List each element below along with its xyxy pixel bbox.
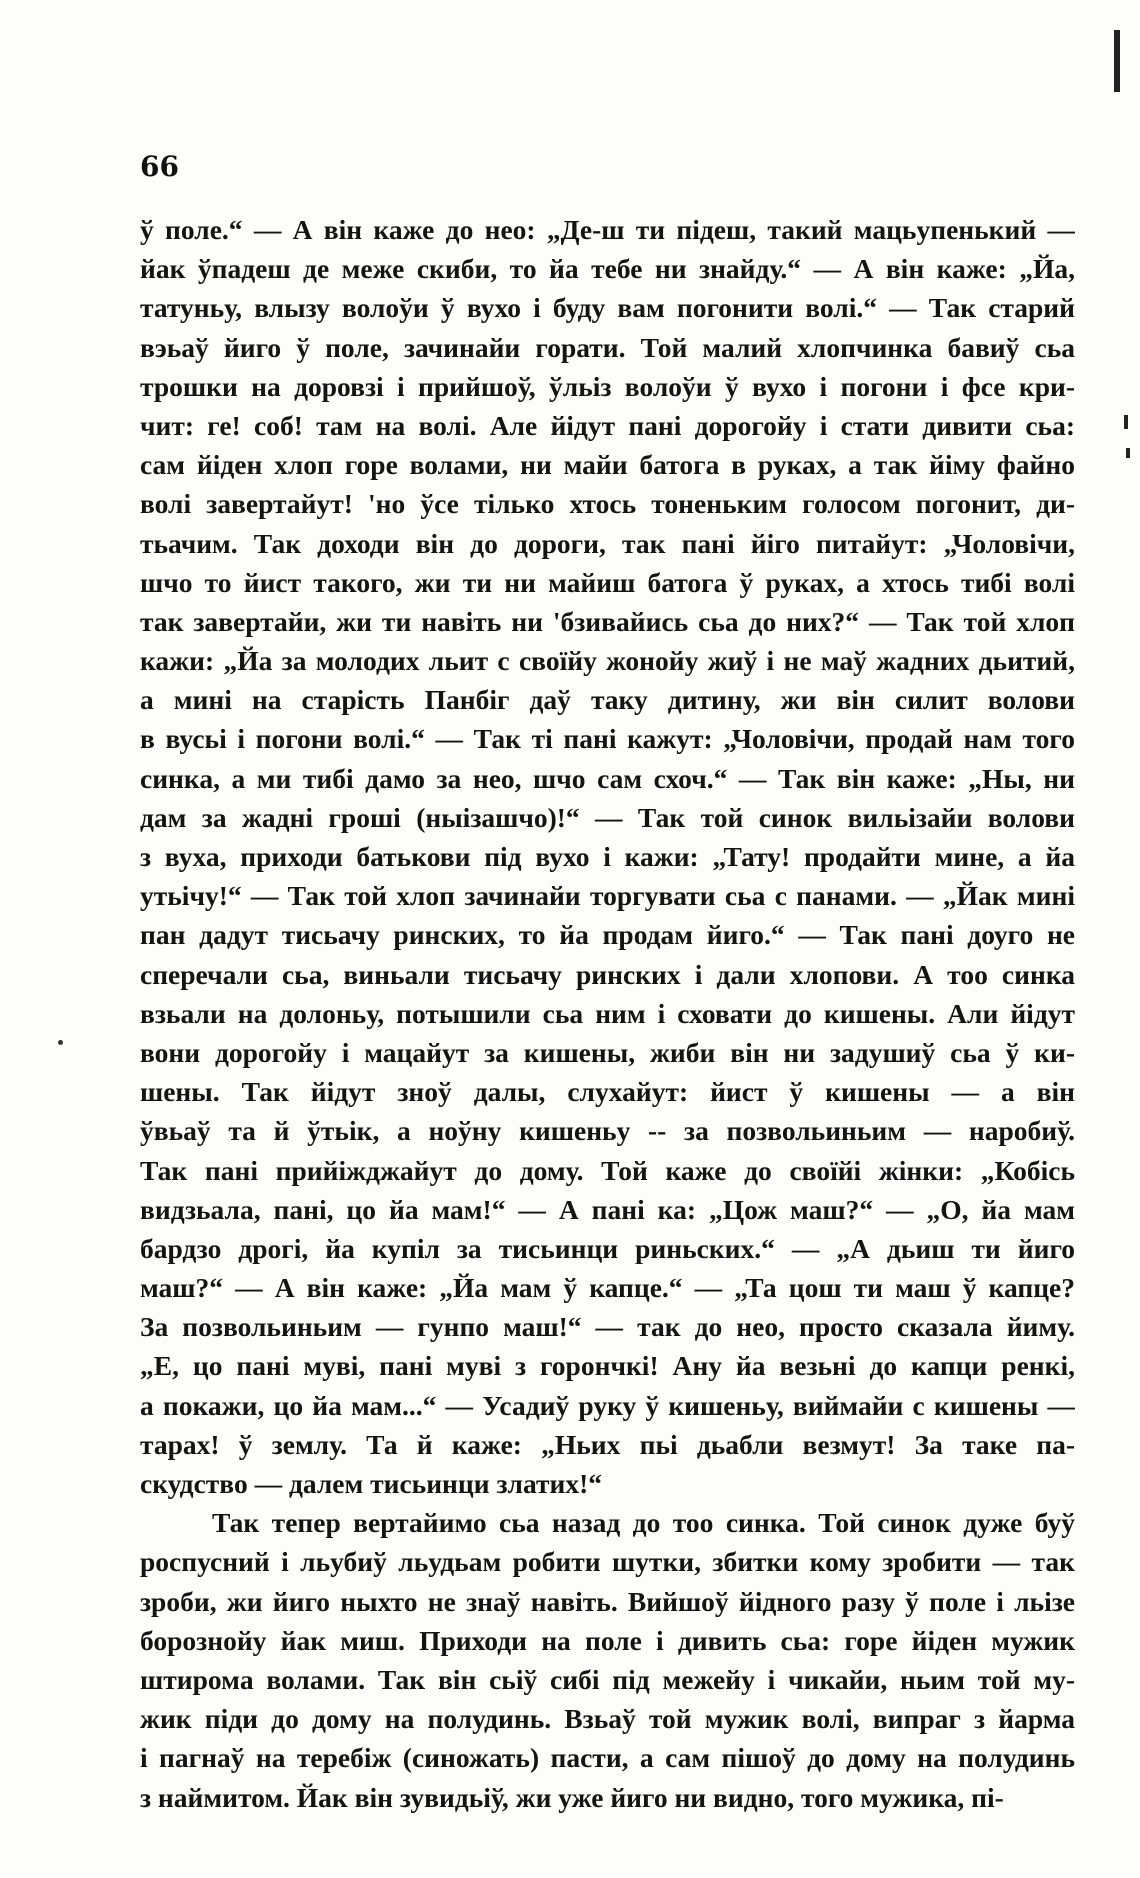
text-line: і пагнаў на теребіж (синожать) пасти, а сам пішоў до дому на полудинь xyxy=(140,1742,1075,1774)
paragraph xyxy=(140,210,1075,1503)
text-line: сам йіден хлоп горе волами, ни майи батога в руках, а так йіму файно xyxy=(140,449,1075,481)
text-line: синка, а ми тибі дамо за нео, шчо сам схоч.“ — Так він каже: „Ны, ни xyxy=(140,762,1075,794)
text-line: кажи: „Йа за молодих льит с своїйу жонойу жиў і не маў жадних дьитий, xyxy=(140,645,1075,677)
page-number: 66 xyxy=(140,150,179,183)
text-line: За позвольиньим — гунпо маш!“ — так до нео, просто сказала йиму. xyxy=(140,1311,1075,1343)
text-line: в вусьі і погони волі.“ — Так ті пані кажут: „Чоловічи, продай нам того xyxy=(140,723,1075,755)
text-line: вэьаў йиго ў поле, зачинайи горати. Той малий хлопчинка бавиў сьа xyxy=(140,331,1075,363)
text-line: сперечали сьа, виньали тисьачу ринских і дали хлопови. А тоо синка xyxy=(140,958,1075,990)
text-line: „Е, цо пані муві, пані муві з горончкі! Ану йа везьні до капци ренкі, xyxy=(140,1350,1075,1382)
text-line: бардзо дрогі, йа купіл за тисьинци риньских.“ — „А дьиш ти йиго xyxy=(140,1232,1075,1264)
text-line: маш?“ — А він каже: „Йа мам ў капце.“ — „Та цош ти маш ў капце? xyxy=(140,1272,1075,1304)
body-text xyxy=(140,210,1075,1817)
scan-speck xyxy=(58,1040,63,1045)
text-line: дам за жадні гроші (ныізашчо)!“ — Так той синок вильізайи волови xyxy=(140,801,1075,833)
text-line: йак ўпадеш де меже скиби, то йа тебе ни знайду.“ — А він каже: „Йа, xyxy=(140,253,1075,285)
text-line: шены. Так йідут зноў далы, слухайут: йист ў кишены — а він xyxy=(140,1076,1075,1108)
paragraph xyxy=(140,1503,1075,1817)
text-line: штиромa волами. Так він сьіў сибі під межейу і чикайи, ньим той му- xyxy=(140,1663,1075,1695)
text-line: пан дадут тисьачу ринских, то йа продам йиго.“ — Так пані доуго не xyxy=(140,919,1075,951)
text-line: ў поле.“ — А він каже до нео: „Де-ш ти підеш, такий мацьупенький — xyxy=(140,214,1075,245)
text-line: так завертайи, жи ти навіть ни 'бзивайись сьа до них?“ — Так той хлоп xyxy=(140,605,1075,637)
text-line: роспусний і льубиў льудьам робити шутки, збитки кому зробити — так xyxy=(140,1546,1075,1578)
text-line: взьали на долоньу, потышили сьа ним і сховати до кишены. Али йідут xyxy=(140,997,1075,1029)
text-line: волі завертайут! 'но ўсе тілько хтось тоненьким голосом погонит, ди- xyxy=(140,488,1075,520)
text-line: татуньу, влызу волоўи ў вухо і буду вам погонити волі.“ — Так старий xyxy=(140,292,1075,324)
text-line: жик піди до дому на полудинь. Взьаў той мужик волі, випраг з йарма xyxy=(140,1703,1075,1735)
text-line: чит: ге! соб! там на волі. Але йідут пані дорогойу і стати дивити сьа: xyxy=(140,409,1075,441)
scan-edge-mark xyxy=(1114,30,1120,92)
text-line: скудство — далем тисьинци златих!“ xyxy=(140,1468,602,1499)
text-line: з наймитом. Йак він зувидьіў, жи уже йиго ни видно, того мужика, пі- xyxy=(140,1781,1004,1813)
text-line: вони дорогойу і мацайут за кишены, жиби він ни задушиў сьа ў ки- xyxy=(140,1036,1075,1068)
text-line: зроби, жи йиго ныхто не знаў навіть. Вийшоў йідного разу ў поле і льізе xyxy=(140,1585,1075,1617)
text-line: Так пані прийіжджайут до дому. Той каже до своїйі жінки: „Кобісь xyxy=(140,1154,1075,1186)
scan-edge-mark xyxy=(1124,415,1128,429)
text-line: утьічу!“ — Так той хлоп зачинайи торгувати сьа с панами. — „Йак мині xyxy=(140,880,1075,912)
text-line: а мині на старість Панбіг даў таку дитину, жи він силит волови xyxy=(140,684,1075,716)
text-line: борознойу йак миш. Приходи на поле і дивить сьа: горе йіден мужик xyxy=(140,1624,1075,1656)
text-line: ўвьаў та й ўтьік, а ноўну кишеньу -- за позвольиньим — наробиў. xyxy=(140,1115,1075,1147)
scan-edge-mark xyxy=(1126,448,1130,458)
text-line: тьачим. Так доходи він до дороги, так пані йіго питайут: „Чоловічи, xyxy=(140,527,1075,559)
text-line: трошки на доровзі і прийшоў, ўльіз волоўи ў вухо і погони і фсе кри- xyxy=(140,370,1075,402)
text-line: Так тепер вертайимо сьа назад до тоо синка. Той синок дуже буў xyxy=(212,1507,1075,1539)
text-line: з вуха, приходи батькови під вухо і кажи: „Тату! продайти мине, а йа xyxy=(140,841,1075,872)
text-line: а покажи, цо йа мам...“ — Усадиў руку ў кишеньу, виймайи с кишены — xyxy=(140,1389,1075,1421)
text-line: тарах! ў землу. Та й каже: „Ньих пьі дьабли везмут! За таке па- xyxy=(140,1428,1075,1460)
text-line: видзьала, пані, цо йа мам!“ — А пані ка: „Цож маш?“ — „О, йа мам xyxy=(140,1193,1075,1225)
text-line: шчо то йист такого, жи ти ни майиш батога ў руках, а хтось тибі волі xyxy=(140,566,1075,598)
